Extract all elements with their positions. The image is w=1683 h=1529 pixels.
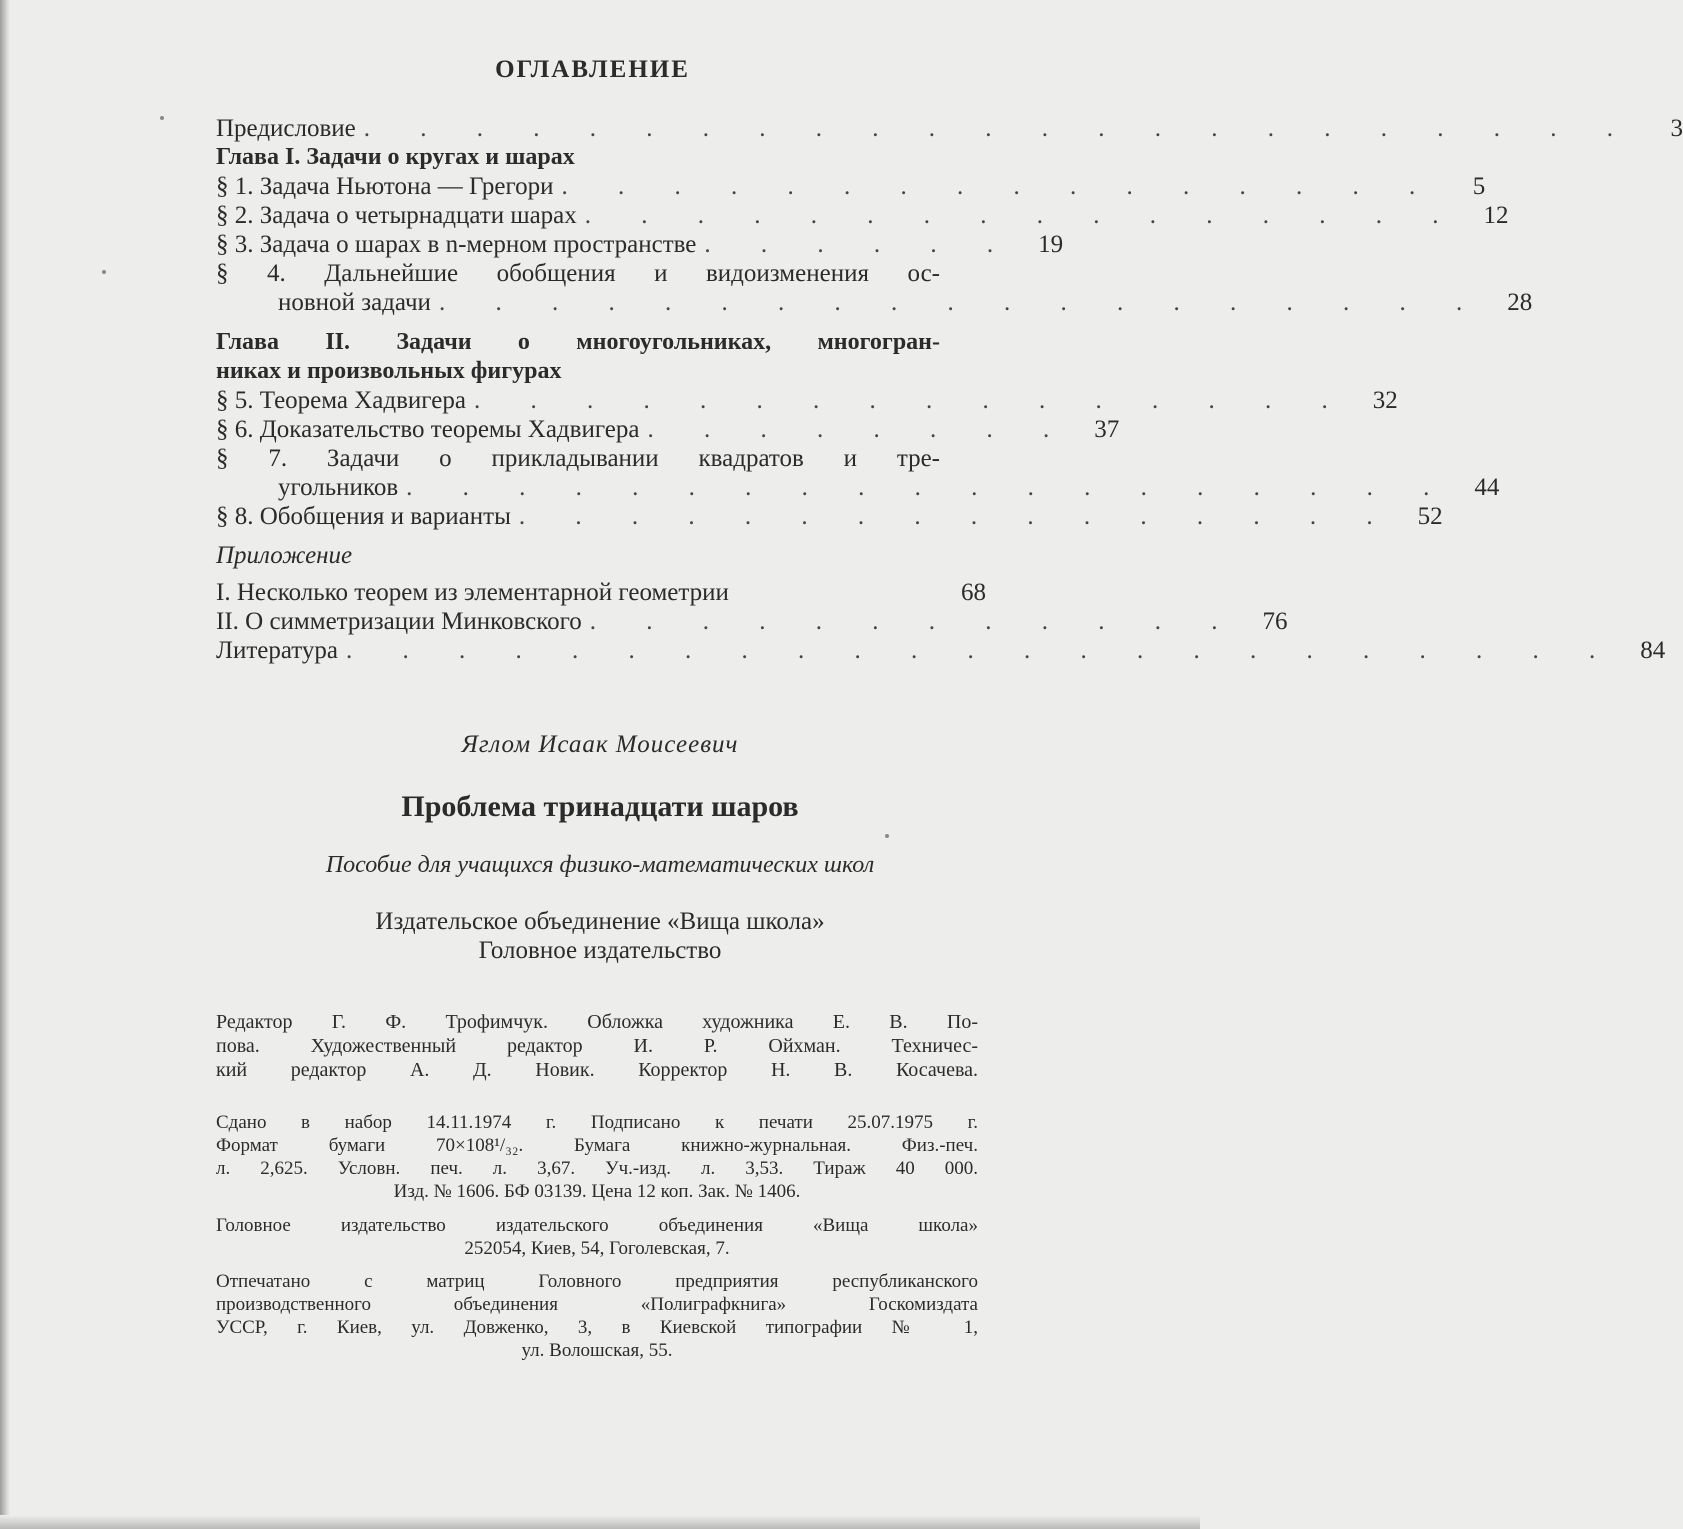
- toc-entry-literature: [216, 636, 1666, 665]
- toc-entry-label: II. О симметризации Минковского: [216, 608, 582, 635]
- toc-entry-label: § 1. Задача Ньютона — Грегори: [216, 173, 554, 200]
- toc-page-number: 44: [1474, 474, 1500, 501]
- toc-entry-label: Литература: [216, 637, 338, 664]
- toc-leader-dots: . . . . . . . . . . . . . . . .: [518, 503, 1395, 530]
- print-info-line: Сдано в набор 14.11.1974 г. Подписано к печати 25.07.1975 г.: [216, 1112, 978, 1133]
- publisher-block: [0, 907, 1200, 965]
- toc-entry-section-4-line1: § 4. Дальнейшие обобщения и видоизменения ос-: [216, 260, 940, 287]
- toc-page-number: 12: [1483, 202, 1509, 229]
- toc-leader-dots: . . . . . . . . . . . . . . . .: [561, 173, 1438, 200]
- toc-page-number: 37: [1094, 416, 1120, 443]
- toc-entry-label: § 5. Теорема Хадвигера: [216, 387, 466, 414]
- toc-title: ОГЛАВЛЕНИЕ: [495, 56, 690, 83]
- toc-leader-dots: . . . . . . . . . . . . . . . . . . . . . . .: [346, 637, 1618, 664]
- paper-speck: [885, 834, 889, 838]
- credits-line: Редактор Г. Ф. Трофимчук. Обложка художника Е. В. По-: [216, 1011, 978, 1033]
- toc-entry-label: угольников: [278, 474, 399, 501]
- toc-page-number: 68: [961, 579, 986, 606]
- publisher-address-block: [216, 1214, 978, 1260]
- toc-page-number: 76: [1262, 608, 1288, 635]
- printing-line: производственного объединения «Полиграфкнига» Госкомиздата: [216, 1294, 978, 1315]
- toc-entry-section-6: [216, 415, 1120, 444]
- print-info-line: Формат бумаги 70×108¹/₃₂. Бумага книжно-журнальная. Физ.-печ.: [216, 1135, 978, 1156]
- toc-entry-label: § 6. Доказательство теоремы Хадвигера: [216, 416, 640, 443]
- page-bottom-edge: [0, 1515, 1200, 1529]
- printing-line: Отпечатано с матриц Головного предприятия республиканского: [216, 1271, 978, 1292]
- toc-entry-section-5: [216, 386, 1398, 415]
- toc-entry-section-7-line2: [216, 473, 1500, 502]
- toc-page-number: 19: [1038, 231, 1064, 258]
- toc-entry-section-2: [216, 201, 1509, 230]
- toc-entry-section-4-line2: [216, 288, 1533, 317]
- book-title: Проблема тринадцати шаров: [401, 790, 799, 823]
- printing-line: ул. Волошская, 55.: [521, 1340, 673, 1361]
- page-spine-shadow: [0, 0, 10, 1529]
- toc-page-number: 52: [1417, 503, 1443, 530]
- credits-line: кий редактор А. Д. Новик. Корректор Н. В. Косачева.: [216, 1059, 978, 1081]
- toc-entry-label: § 2. Задача о четырнадцати шарах: [216, 202, 577, 229]
- toc-page-number: 84: [1640, 637, 1666, 664]
- book-subtitle: Пособие для учащихся физико-математических школ: [325, 852, 875, 878]
- credits-block: [216, 1010, 978, 1082]
- toc-chapter-1-title: Глава I. Задачи о кругах и шарах: [216, 144, 575, 170]
- toc-leader-dots: . . . . . . . . . . . .: [589, 608, 1240, 635]
- toc-entry-section-1: [216, 172, 1486, 201]
- publisher-division: Головное издательство: [478, 937, 722, 964]
- toc-entry-label: I. Несколько теорем из элементарной геометрии: [216, 579, 729, 606]
- credits-line: пова. Художественный редактор И. Р. Ойхман. Техничес-: [216, 1035, 978, 1057]
- print-info-line: Изд. № 1606. БФ 03139. Цена 12 коп. Зак. № 1406.: [393, 1181, 801, 1202]
- toc-entry-label: § 8. Обобщения и варианты: [216, 503, 511, 530]
- toc-entry-label: § 3. Задача о шарах в n-мерном пространстве: [216, 231, 697, 258]
- address-line: Головное издательство издательского объединения «Вища школа»: [216, 1215, 978, 1236]
- toc-entry-appendix-1: [216, 578, 986, 607]
- toc-entry-preface: [216, 114, 1683, 143]
- toc-entry-section-8: [216, 502, 1443, 531]
- toc-leader-dots: . . . . . . . . . . . . . . . . . . . . . . .: [363, 115, 1636, 142]
- paper-speck: [160, 116, 164, 120]
- address-line: 252054, Киев, 54, Гоголевская, 7.: [464, 1238, 730, 1259]
- toc-appendix-title: Приложение: [216, 542, 353, 569]
- print-info-line: л. 2,625. Условн. печ. л. 3,67. Уч.-изд. л. 3,53. Тираж 40 000.: [216, 1158, 978, 1179]
- printing-house-block: [216, 1270, 978, 1362]
- printing-line: УССР, г. Киев, ул. Довженко, 3, в Киевской типографии № 1,: [216, 1317, 978, 1338]
- toc-entry-appendix-2: [216, 607, 1288, 636]
- print-info-block: [216, 1111, 978, 1203]
- toc-page-number: 5: [1472, 173, 1486, 200]
- toc-leader-dots: . . . . . . . . . . . . . . . . . . .: [438, 289, 1485, 316]
- toc-leader-dots: . . . . . . . . . . . . . . . .: [584, 202, 1461, 229]
- toc-page-number: 28: [1507, 289, 1533, 316]
- author-name: Яглом Исаак Моисеевич: [461, 731, 739, 758]
- toc-page-number: 3: [1670, 115, 1683, 142]
- publisher-name: Издательское объединение «Вища школа»: [375, 908, 825, 935]
- table-of-contents: [216, 114, 1683, 665]
- toc-page-number: 32: [1372, 387, 1398, 414]
- toc-entry-label: Предисловие: [216, 115, 356, 142]
- toc-leader-dots: . . . . . . . .: [647, 416, 1072, 443]
- toc-chapter-2-title-line1: Глава II. Задачи о многоугольниках, многогран-: [216, 329, 940, 355]
- paper-speck: [102, 270, 106, 274]
- toc-entry-section-3: [216, 230, 1064, 259]
- toc-entry-section-7-line1: § 7. Задачи о прикладывании квадратов и тре-: [216, 445, 940, 472]
- toc-leader-dots: . . . . . . . . . . . . . . . .: [473, 387, 1350, 414]
- toc-entry-label: новной задачи: [278, 289, 431, 316]
- toc-leader-dots: . . . . . .: [704, 231, 1016, 258]
- toc-chapter-2-title-line2: никах и произвольных фигурах: [216, 358, 562, 384]
- toc-leader-dots: . . . . . . . . . . . . . . . . . . .: [406, 474, 1452, 501]
